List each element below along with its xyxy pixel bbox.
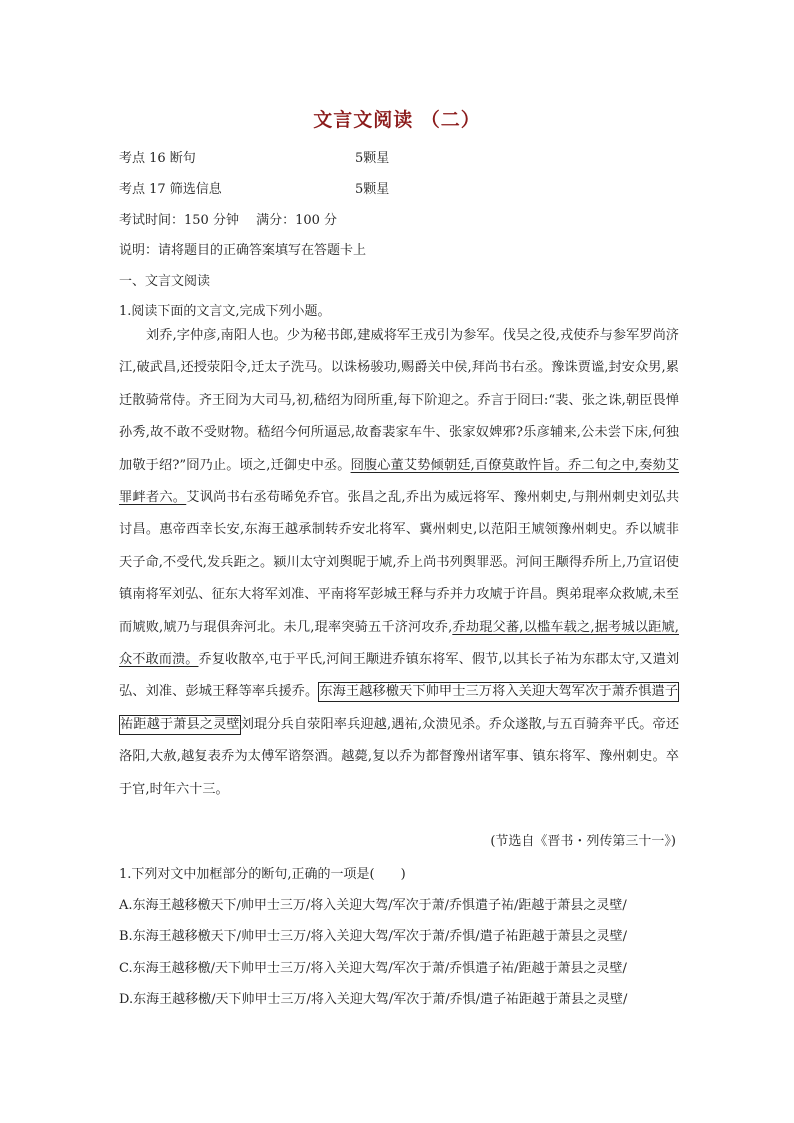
kaodian-stars: 5颗星	[355, 151, 390, 166]
section-heading: 一、文言文阅读	[119, 274, 211, 289]
underlined-text: 乔劫琨父蕃,以槛车载之,据考城以距虓,众不敢而溃。	[119, 619, 680, 668]
passage-text: 刘乔,字仲彦,南阳人也。少为秘书郎,建威将军王戎引为参军。伐吴之役,戎使乔与参军罗尚济江,破武昌,还授荥阳令,迁太子洗马。以诛杨骏功,赐爵关中侯,拜尚书右丞。豫诛贾谧,封安众男,累迁散骑常侍。齐王冏为大司马,初,嵇绍为冏所重,每下阶迎之。乔言于冏曰:“裴、张之诛,朝臣畏惮孙秀,故不敢不受财物。嵇绍今何所逼忌,故畜裴家车牛、张家奴婢邪?乐彦辅来,公未尝下床,何独加敬于绍?”冏乃止。顷之,迁御史中丞。	[119, 328, 679, 473]
passage-text: 乔复收散卒,屯于平氏,河间王颙进乔镇东将军、假节,以其长子祐为东郡太守,又遣刘弘、刘准、彭城王释等率兵援乔。	[119, 652, 680, 700]
option-c[interactable]: C.东海王越移檄/天下帅甲士三万/将入关迎大驾/军次于萧/乔惧遣子祐/距越于萧县之灵壁/	[119, 961, 627, 976]
kaodian-16	[119, 147, 390, 166]
option-d[interactable]: D.东海王越移檄/天下帅甲士三万/将入关迎大驾/军次于萧/乔惧/遣子祐距越于萧县之灵壁/	[119, 992, 628, 1007]
question-intro: 1.阅读下面的文言文,完成下列小题。	[119, 304, 331, 319]
kaodian-17	[119, 178, 390, 197]
page-title: 文言文阅读 （二）	[313, 109, 481, 131]
kaodian-label: 考点 16 断句	[119, 151, 196, 166]
passage-text: 刘琨分兵自荥阳率兵迎越,遇祐,众溃见杀。乔众遂散,与五百骑奔平氏。帝还洛阳,大赦,越复表乔为太傅军谘祭酒。越薨,复以乔为都督豫州诸军事、镇东将军、豫州刺史。卒于官,时年六十三。	[119, 716, 680, 797]
underlined-text: 冏腹心董艾势倾朝廷,百僚莫敢忤旨。乔二旬之中,奏劾艾罪衅者六。	[119, 457, 679, 506]
option-a[interactable]: A.东海王越移檄天下/帅甲士三万/将入关迎大驾/军次于萧/乔惧遣子祐/距越于萧县之灵壁/	[119, 898, 627, 913]
kaodian-stars: 5颗星	[355, 182, 390, 197]
kaodian-label: 考点 17 筛选信息	[119, 182, 222, 197]
question-stem: 1.下列对文中加框部分的断句,正确的一项是( )	[119, 867, 406, 882]
instruction: 说明：请将题目的正确答案填写在答题卡上	[119, 243, 367, 258]
exam-info: 考试时间：150 分钟 满分：100 分	[119, 213, 338, 228]
option-b[interactable]: B.东海王越移檄天下/帅甲士三万/将入关迎大驾/军次于萧/乔惧/遣子祐距越于萧县之灵壁/	[119, 929, 627, 944]
passage	[119, 320, 679, 806]
boxed-text: 东海王越移檄天下帅甲士三万将入关迎大驾军次于萧乔惧遣子祐距越于萧县之灵壁	[119, 682, 679, 734]
source-citation: (节选自《晋书・列传第三十一》)	[490, 834, 676, 849]
passage-text: 艾讽尚书右丞苟晞免乔官。张昌之乱,乔出为威远将军、豫州刺史,与荆州刺史刘弘共讨昌。惠帝西幸长安,东海王越承制转乔安北将军、冀州刺史,以范阳王虓领豫州刺史。乔以虓非天子命,不受代,发兵距之。颍川太守刘舆昵于虓,乔上尚书列舆罪恶。河间王颙得乔所上,乃宣诏使镇南将军刘弘、征东大将军刘准、平南将军彭城王释与乔并力攻虓于许昌。舆弟琨率众救虓,未至而虓败,虓乃与琨俱奔河北。未几,琨率突骑五千济河攻乔,	[119, 490, 680, 635]
